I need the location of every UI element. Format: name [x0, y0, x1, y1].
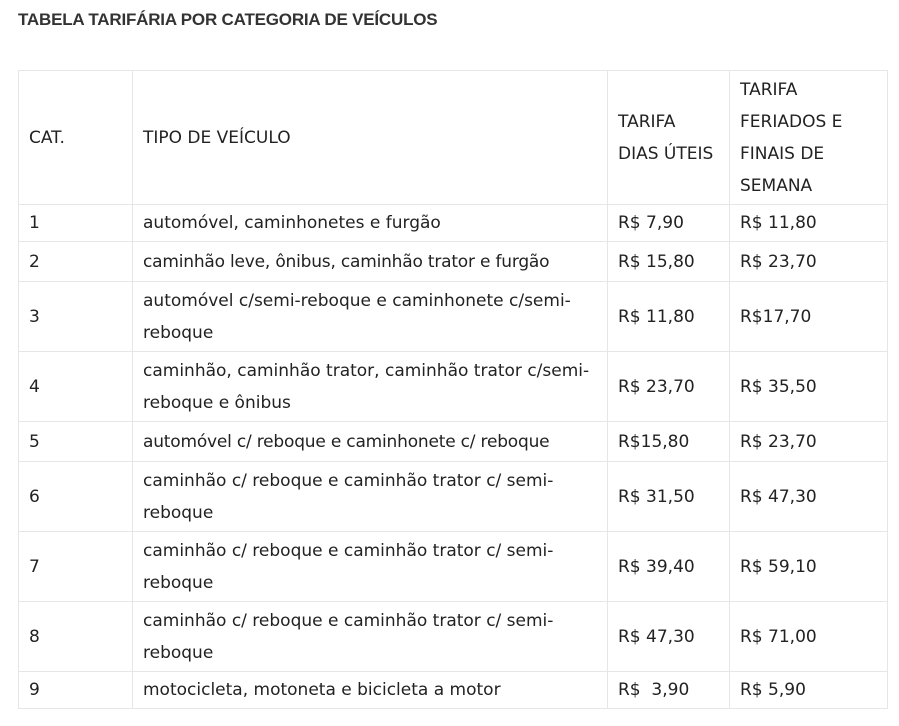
cell-tarifa-feriados: R$ 23,70 — [730, 242, 888, 282]
table-row — [19, 672, 888, 709]
cell-tipo: caminhão c/ reboque e caminhão trator c/ semi-reboque — [133, 462, 608, 532]
cell-tipo: automóvel, caminhonetes e furgão — [133, 205, 608, 242]
cell-tarifa-uteis: R$ 23,70 — [608, 352, 730, 422]
table-row — [19, 352, 888, 422]
cell-tarifa-uteis: R$ 7,90 — [608, 205, 730, 242]
cell-tipo: motocicleta, motoneta e bicicleta a motor — [133, 672, 608, 709]
cell-tipo: automóvel c/semi-reboque e caminhonete c/semi-reboque — [133, 282, 608, 352]
table-row — [19, 462, 888, 532]
cell-cat: 9 — [19, 672, 133, 709]
cell-cat: 4 — [19, 352, 133, 422]
cell-cat: 3 — [19, 282, 133, 352]
cell-tipo: caminhão c/ reboque e caminhão trator c/ semi-reboque — [133, 602, 608, 672]
header-tarifa-uteis: TARIFA DIAS ÚTEIS — [608, 71, 730, 205]
cell-tipo: automóvel c/ reboque e caminhonete c/ reboque — [133, 422, 608, 462]
table-row — [19, 205, 888, 242]
cell-cat: 8 — [19, 602, 133, 672]
header-tarifa-feriados: TARIFA FERIADOS E FINAIS DE SEMANA — [730, 71, 888, 205]
cell-tarifa-uteis: R$ 15,80 — [608, 242, 730, 282]
cell-tarifa-uteis: R$ 11,80 — [608, 282, 730, 352]
cell-tarifa-feriados: R$ 35,50 — [730, 352, 888, 422]
header-cat: CAT. — [19, 71, 133, 205]
table-row — [19, 282, 888, 352]
cell-tarifa-feriados: R$ 5,90 — [730, 672, 888, 709]
cell-cat: 7 — [19, 532, 133, 602]
table-row — [19, 242, 888, 282]
table-row — [19, 422, 888, 462]
header-tipo: TIPO DE VEÍCULO — [133, 71, 608, 205]
cell-tarifa-uteis: R$ 31,50 — [608, 462, 730, 532]
cell-tarifa-feriados: R$ 11,80 — [730, 205, 888, 242]
cell-cat: 6 — [19, 462, 133, 532]
cell-tarifa-uteis: R$ 3,90 — [608, 672, 730, 709]
page-title: TABELA TARIFÁRIA POR CATEGORIA DE VEÍCULOS — [18, 10, 438, 29]
cell-tarifa-feriados: R$17,70 — [730, 282, 888, 352]
tariff-table — [18, 70, 888, 709]
cell-tarifa-uteis: R$15,80 — [608, 422, 730, 462]
cell-tipo: caminhão leve, ônibus, caminhão trator e furgão — [133, 242, 608, 282]
cell-cat: 2 — [19, 242, 133, 282]
cell-cat: 1 — [19, 205, 133, 242]
cell-tipo: caminhão, caminhão trator, caminhão trator c/semi-reboque e ônibus — [133, 352, 608, 422]
cell-tarifa-feriados: R$ 47,30 — [730, 462, 888, 532]
cell-tipo: caminhão c/ reboque e caminhão trator c/ semi-reboque — [133, 532, 608, 602]
cell-tarifa-feriados: R$ 23,70 — [730, 422, 888, 462]
cell-tarifa-feriados: R$ 59,10 — [730, 532, 888, 602]
cell-tarifa-feriados: R$ 71,00 — [730, 602, 888, 672]
table-header-row — [19, 71, 888, 205]
table-row — [19, 532, 888, 602]
cell-cat: 5 — [19, 422, 133, 462]
cell-tarifa-uteis: R$ 47,30 — [608, 602, 730, 672]
cell-tarifa-uteis: R$ 39,40 — [608, 532, 730, 602]
table-row — [19, 602, 888, 672]
